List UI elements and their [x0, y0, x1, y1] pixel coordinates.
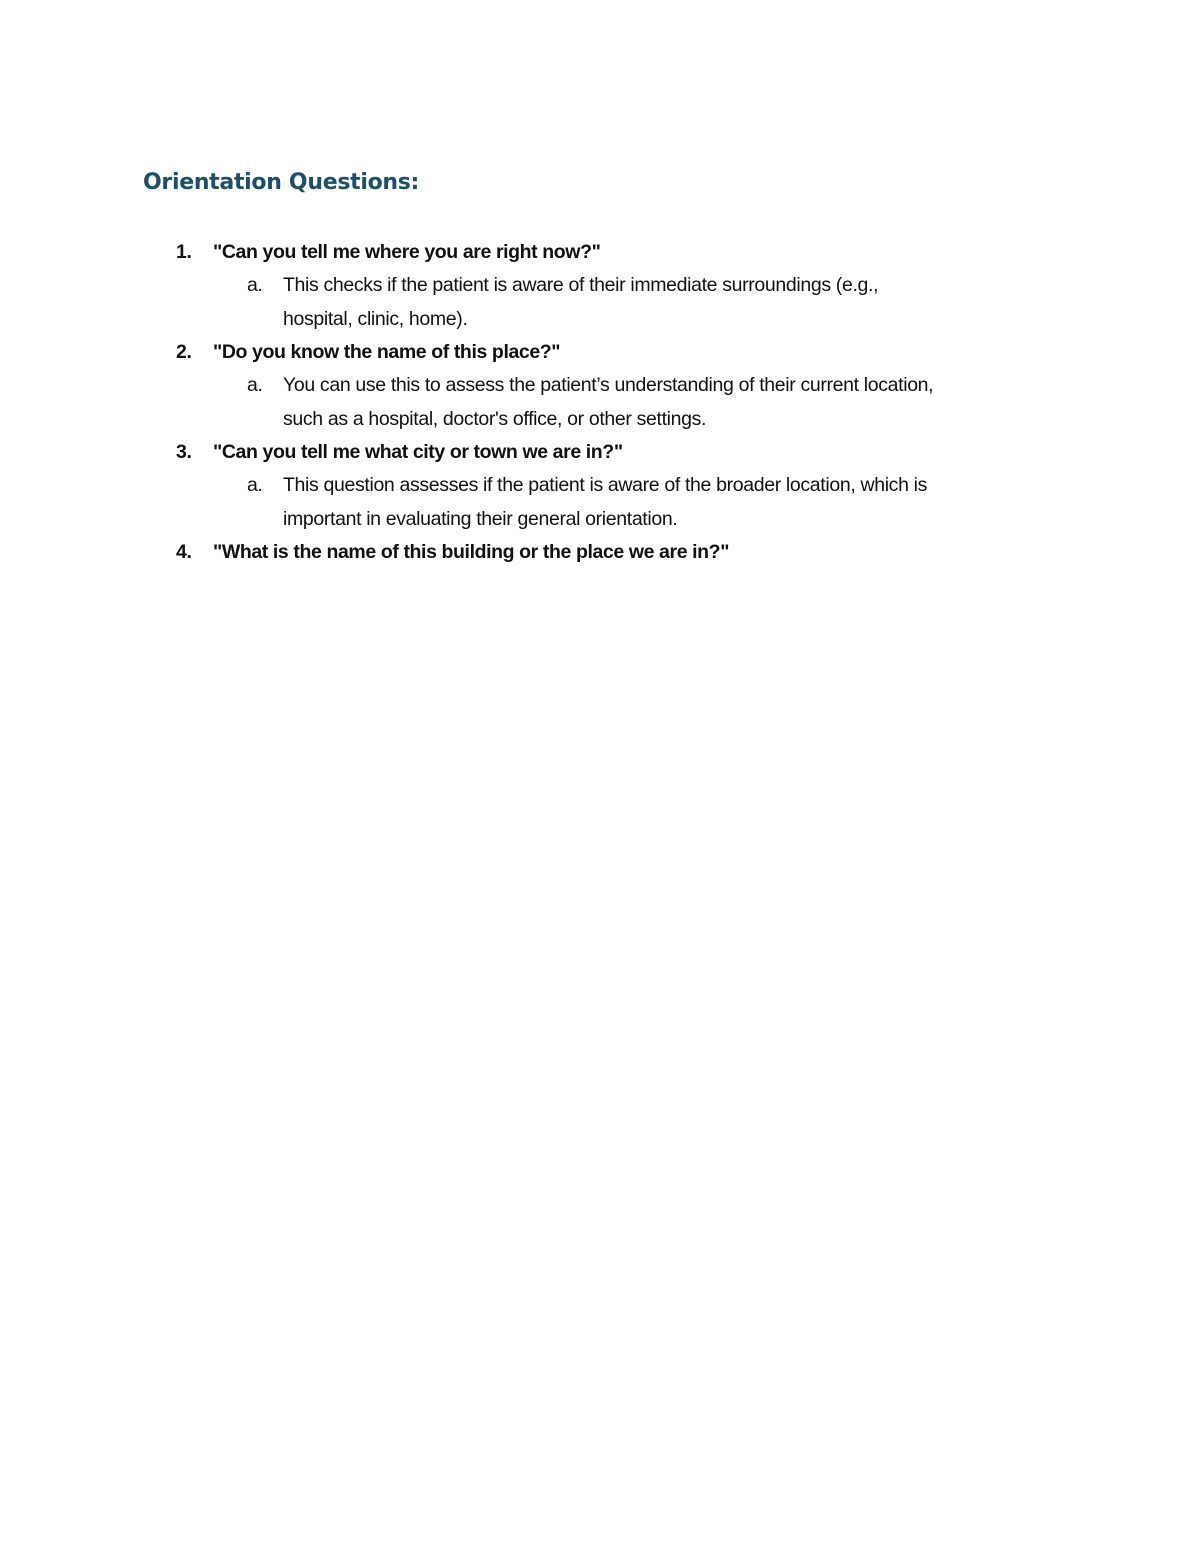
- sub-list: [176, 469, 1066, 536]
- list-number: 3.: [176, 441, 192, 463]
- sub-list: [176, 269, 1066, 336]
- question-text: "What is the name of this building or the place we are in?": [213, 541, 730, 563]
- list-number: 4.: [176, 541, 192, 563]
- sub-list-label: a.: [247, 274, 263, 296]
- sub-list: [176, 369, 1066, 436]
- list-item: [176, 536, 1066, 569]
- list-item: [176, 436, 1066, 536]
- question-line: [176, 436, 1066, 469]
- question-line: [176, 536, 1066, 569]
- sub-list-label: a.: [247, 374, 263, 396]
- question-text: "Can you tell me what city or town we are in?": [213, 441, 623, 463]
- list-item: [176, 336, 1066, 436]
- list-number: 2.: [176, 341, 192, 363]
- list-number: 1.: [176, 241, 192, 263]
- section-heading: Orientation Questions:: [143, 170, 420, 195]
- sub-list-item: [176, 269, 943, 336]
- sub-list-label: a.: [247, 474, 263, 496]
- sub-list-text: This checks if the patient is aware of their immediate surroundings (e.g., hospital, clinic, home).: [283, 274, 879, 330]
- sub-list-text: You can use this to assess the patient’s understanding of their current location, such as a hospital, doctor's office, or other settings.: [283, 374, 934, 430]
- question-text: "Can you tell me where you are right now?": [213, 241, 601, 263]
- question-line: [176, 336, 1066, 369]
- question-text: "Do you know the name of this place?": [213, 341, 561, 363]
- sub-list-text: This question assesses if the patient is aware of the broader location, which is important in evaluating their general orientation.: [283, 474, 928, 530]
- question-line: [176, 236, 1066, 269]
- sub-list-item: [176, 469, 943, 536]
- list-item: [176, 236, 1066, 336]
- question-list: [176, 236, 1066, 569]
- sub-list-item: [176, 369, 943, 436]
